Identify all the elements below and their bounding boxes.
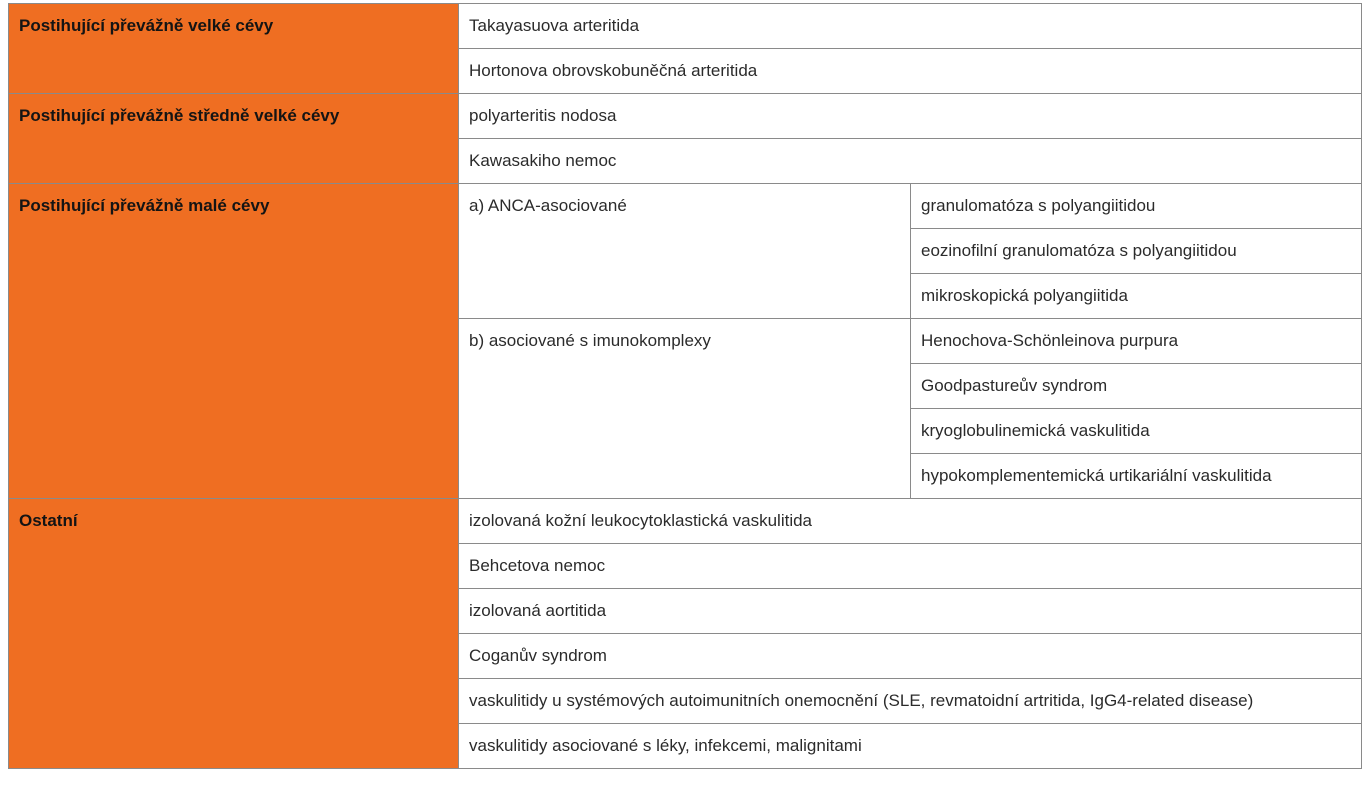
disease-item: eozinofilní granulomatóza s polyangiitidou <box>911 229 1362 274</box>
disease-item: granulomatóza s polyangiitidou <box>911 184 1362 229</box>
disease-item: Kawasakiho nemoc <box>459 139 1362 184</box>
disease-item: mikroskopická polyangiitida <box>911 274 1362 319</box>
disease-item: Coganův syndrom <box>459 634 1362 679</box>
table-row <box>9 184 1362 229</box>
table-row <box>9 499 1362 544</box>
category-large-vessels: Postihující převážně velké cévy <box>9 4 459 94</box>
disease-item: Hortonova obrovskobuněčná arteritida <box>459 49 1362 94</box>
subgroup-anca: a) ANCA-asociované <box>459 184 911 319</box>
subgroup-immune-complex: b) asociované s imunokomplexy <box>459 319 911 499</box>
vasculitis-classification-table <box>8 3 1362 769</box>
category-medium-vessels: Postihující převážně středně velké cévy <box>9 94 459 184</box>
disease-item: vaskulitidy asociované s léky, infekcemi, malignitami <box>459 724 1362 769</box>
disease-item: polyarteritis nodosa <box>459 94 1362 139</box>
disease-item: Takayasuova arteritida <box>459 4 1362 49</box>
category-small-vessels: Postihující převážně malé cévy <box>9 184 459 499</box>
disease-item: hypokomplementemická urtikariální vaskulitida <box>911 454 1362 499</box>
disease-item: izolovaná aortitida <box>459 589 1362 634</box>
disease-item: izolovaná kožní leukocytoklastická vaskulitida <box>459 499 1362 544</box>
category-other: Ostatní <box>9 499 459 769</box>
disease-item: Goodpastureův syndrom <box>911 364 1362 409</box>
disease-item: vaskulitidy u systémových autoimunitních onemocnění (SLE, revmatoidní artritida, IgG4-related disease) <box>459 679 1362 724</box>
disease-item: kryoglobulinemická vaskulitida <box>911 409 1362 454</box>
table-row <box>9 94 1362 139</box>
disease-item: Behcetova nemoc <box>459 544 1362 589</box>
table-row <box>9 4 1362 49</box>
disease-item: Henochova-Schönleinova purpura <box>911 319 1362 364</box>
